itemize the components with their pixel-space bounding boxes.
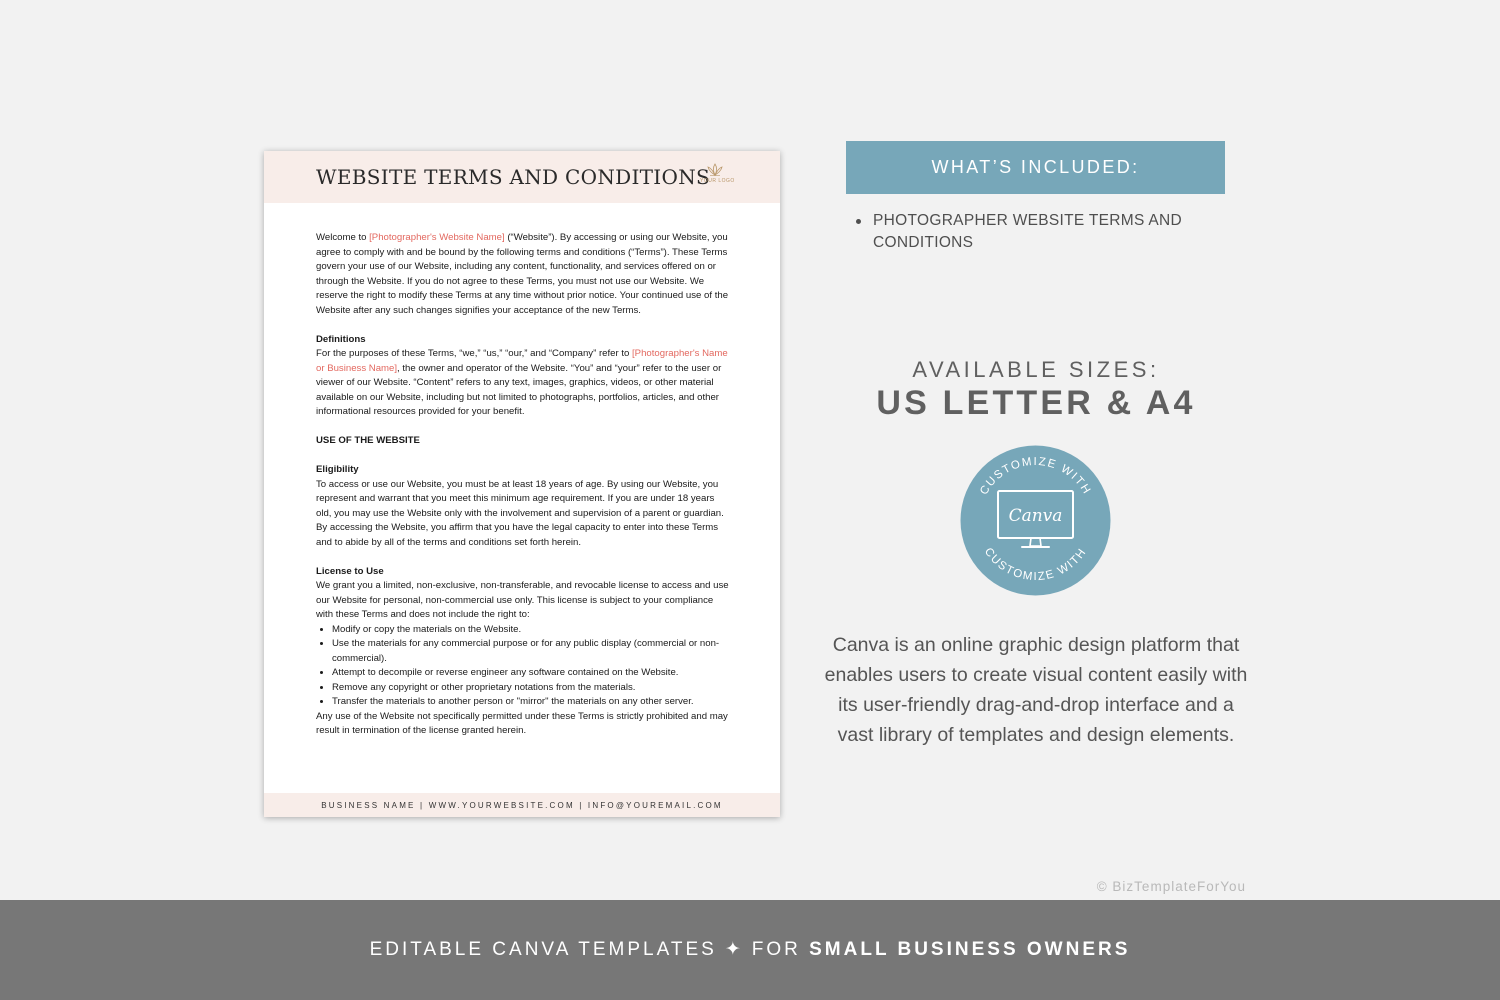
bullet-icon	[856, 219, 861, 224]
license-heading: License to Use	[316, 565, 384, 577]
document-logo	[700, 163, 735, 184]
canva-description: Canva is an online graphic design platform that enables users to create visual content easily with its user-friendly drag-and-drop interface and a vast library of templates and design elements.	[824, 634, 1248, 746]
placeholder-business-name: [Photographer's Name or Business Name]	[316, 348, 728, 374]
license-text: We grant you a limited, non-exclusive, non-transferable, and revocable license to access and use our Website for personal, non-commercial use only. This license is subject to your compliance with these Terms and does not include the right to:	[316, 580, 729, 620]
included-list	[852, 210, 1192, 254]
list-item: • Modify or copy the materials on the Website.	[332, 623, 730, 638]
document-footer: BUSINESS NAME | WWW.YOURWEBSITE.COM | INFO@YOUREMAIL.COM	[264, 793, 780, 817]
eligibility-text: To access or use our Website, you must be at least 18 years of age. By using our Website, you represent and warrant that you meet this minimum age requirement. If you are under 18 years old, you may use the Website only with the involvement and supervision of a parent or guardian. By accessing the Website, you affirm that you have the legal capacity to enter into these Terms and to abide by all of the terms and conditions set forth herein.	[316, 478, 724, 548]
copyright-text: © BizTemplateForYou	[1096, 879, 1246, 894]
placeholder-website-name: [Photographer's Website Name]	[369, 232, 505, 243]
bottom-banner	[0, 900, 1500, 1000]
list-item: • Attempt to decompile or reverse engineer any software contained on the Website.	[332, 666, 730, 681]
list-item: • Transfer the materials to another person or "mirror" the materials on any other server.	[332, 695, 730, 710]
banner-text-bold: SMALL BUSINESS OWNERS	[809, 939, 1131, 960]
definitions-heading: Definitions	[316, 333, 366, 345]
badge-graphic	[960, 445, 1111, 596]
list-item: • Remove any copyright or other proprietary notations from the materials.	[332, 681, 730, 696]
eligibility-section	[316, 463, 730, 550]
intro-text-start: Welcome to	[316, 232, 370, 243]
badge-top-text: CUSTOMIZE WITH	[978, 455, 1093, 498]
available-sizes-label: AVAILABLE SIZES:	[912, 357, 1160, 382]
badge-bottom-text: CUSTOMIZE WITH	[981, 545, 1090, 584]
definitions-text-end: , the owner and operator of the Website. “You” and “your” refer to the user or viewer of our Website. “Content” refers to any text, images, graphics, videos, or other material available on our Website, including but not limited to photographs, portfolios, articles, and other informational resources provided for your benefit.	[316, 362, 722, 417]
document-body	[316, 231, 730, 739]
license-list	[316, 623, 730, 710]
available-sizes-value: US LETTER & A4	[876, 384, 1196, 422]
list-item	[852, 210, 1192, 254]
intro-text-end: (“Website”). By accessing or using our Website, you agree to comply with and be bound by the following terms and conditions (“Terms”). These Terms govern your use of our Website, including any content, functionality, and services offered on or through the Website. If you do not agree to these Terms, you must not use our Website. We reserve the right to modify these Terms at any time without prior notice. Your continued use of the Website after any such changes signifies your acceptance of the new Terms.	[316, 232, 729, 316]
eligibility-heading: Eligibility	[316, 464, 359, 475]
whats-included-banner: WHAT’S INCLUDED:	[846, 141, 1225, 194]
customize-with-canva-badge	[960, 445, 1111, 596]
document-preview	[264, 151, 780, 817]
logo-text: YOUR LOGO	[700, 178, 735, 184]
license-closing: Any use of the Website not specifically permitted under these Terms is strictly prohibited and may result in termination of the license granted herein.	[316, 710, 728, 736]
document-title: WEBSITE TERMS AND CONDITIONS	[316, 165, 710, 189]
definitions-text-start: For the purposes of these Terms, “we,” “us,” “our,” and “Company” refer to	[316, 348, 633, 359]
sparkle-icon: ✦	[724, 939, 744, 960]
license-section	[316, 565, 730, 739]
definitions-section	[316, 333, 730, 420]
document-header	[264, 151, 780, 203]
banner-text-middle: FOR	[751, 939, 801, 960]
banner-text-left: EDITABLE CANVA TEMPLATES	[369, 939, 717, 960]
use-heading: USE OF THE WEBSITE	[316, 435, 420, 446]
canva-wordmark: Canva	[1008, 506, 1063, 526]
included-item-text: PHOTOGRAPHER WEBSITE TERMS AND CONDITIONS	[873, 212, 1183, 251]
lotus-icon	[706, 163, 724, 177]
use-section	[316, 434, 730, 449]
intro-paragraph	[316, 231, 730, 318]
list-item: • Use the materials for any commercial purpose or for any public display (commercial or non-commercial).	[332, 637, 730, 666]
